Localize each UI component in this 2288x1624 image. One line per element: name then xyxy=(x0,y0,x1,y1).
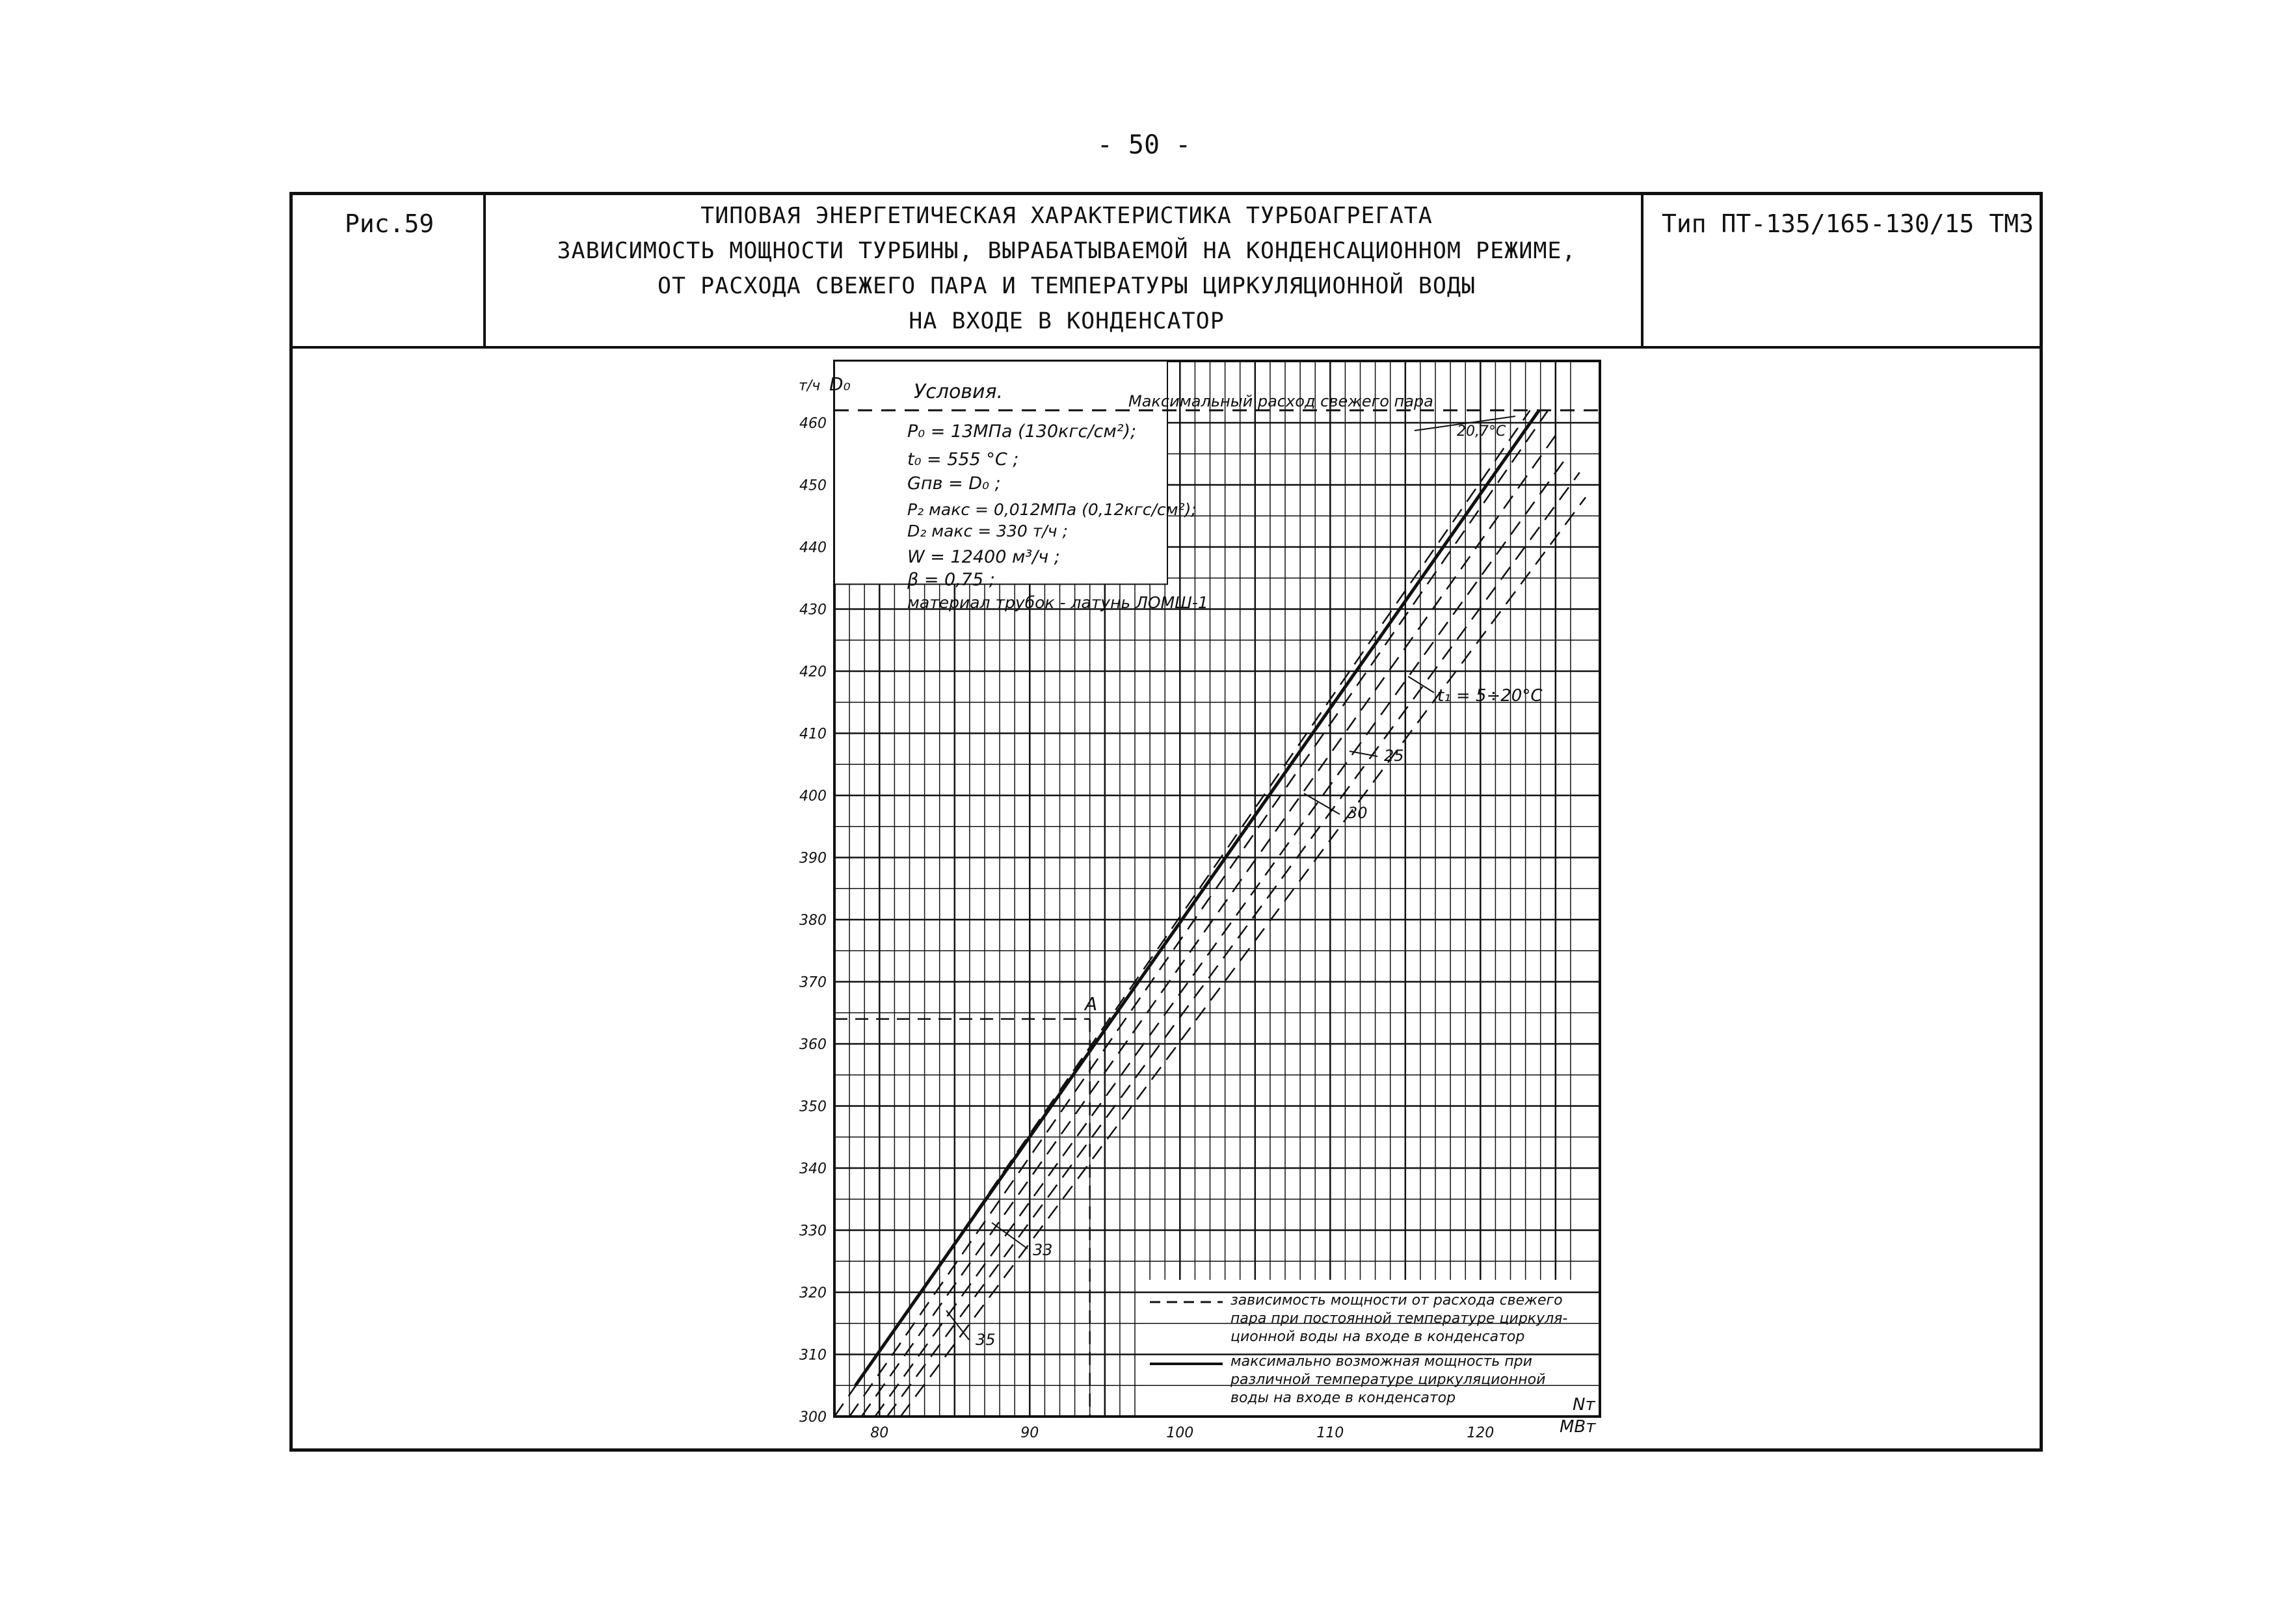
x-axis-label: Nт xyxy=(1573,1395,1595,1415)
legend-dashed-label xyxy=(1230,1292,1572,1345)
leader-line xyxy=(992,1223,1028,1249)
temp-33-label: 33 xyxy=(1033,1241,1053,1259)
t-max-label: 20,7°C xyxy=(1457,423,1506,440)
y-tick-label: 330 xyxy=(799,1223,827,1240)
y-axis-unit: т/ч xyxy=(799,378,821,394)
legend-dashed-line: зависимость мощности от расхода свежего xyxy=(1230,1292,1563,1309)
condition-line: P₂ макс = 0,012МПа (0,12кгс/см²); xyxy=(907,500,1197,519)
y-tick-label: 410 xyxy=(799,726,827,743)
type-label: Тип ПТ-135/165-130/15 ТМЗ xyxy=(1662,209,2034,238)
page-number: - 50 - xyxy=(1097,130,1191,160)
x-axis-unit: МВт xyxy=(1560,1417,1596,1437)
leader-line xyxy=(1408,676,1434,693)
conditions-heading: Условия. xyxy=(914,380,1004,403)
title-line: ОТ РАСХОДА СВЕЖЕГО ПАРА И ТЕМПЕРАТУРЫ ЦИРКУЛЯЦИОННОЙ ВОДЫ xyxy=(657,273,1476,299)
y-tick-label: 370 xyxy=(799,974,827,991)
x-tick-label: 100 xyxy=(1166,1425,1194,1441)
legend-solid-label xyxy=(1230,1353,1550,1406)
y-tick-label: 400 xyxy=(799,788,827,805)
max-flow-label: Максимальный расход свежего пара xyxy=(1128,392,1433,410)
condition-line: D₂ макс = 330 т/ч ; xyxy=(907,522,1068,540)
x-tick-label: 110 xyxy=(1316,1425,1344,1441)
chart-grid xyxy=(834,361,1600,1417)
y-tick-label: 460 xyxy=(799,416,827,432)
title-line: ТИПОВАЯ ЭНЕРГЕТИЧЕСКАЯ ХАРАКТЕРИСТИКА ТУРБОАГРЕГАТА xyxy=(700,203,1433,229)
title-line: НА ВХОДЕ В КОНДЕНСАТОР xyxy=(909,308,1225,334)
title-line: ЗАВИСИМОСТЬ МОЩНОСТИ ТУРБИНЫ, ВЫРАБАТЫВАЕМОЙ НА КОНДЕНСАЦИОННОМ РЕЖИМЕ, xyxy=(557,238,1576,264)
y-tick-label: 430 xyxy=(799,602,827,619)
legend-solid-line: максимально возможная мощность при xyxy=(1230,1353,1532,1370)
y-tick-label: 320 xyxy=(799,1285,827,1301)
y-tick-label: 360 xyxy=(799,1037,827,1053)
temp-25-label: 25 xyxy=(1384,747,1404,765)
t-range-label: t₁ = 5÷20°C xyxy=(1437,686,1543,706)
temp-30-label: 30 xyxy=(1348,804,1368,822)
x-tick-label: 90 xyxy=(1020,1425,1039,1441)
leader-line xyxy=(946,1311,969,1340)
series-line-33 xyxy=(887,472,1580,1417)
point-a-label: А xyxy=(1085,993,1098,1015)
y-axis-label: D₀ xyxy=(829,373,851,395)
figure-label: Рис.59 xyxy=(345,209,434,238)
y-tick-label: 380 xyxy=(799,912,827,929)
condition-line: W = 12400 м³/ч ; xyxy=(907,547,1060,567)
y-tick-label: 350 xyxy=(799,1098,827,1115)
legend-dashed-line: ционной воды на входе в конденсатор xyxy=(1230,1329,1525,1345)
y-tick-label: 310 xyxy=(799,1347,827,1364)
leader-line xyxy=(1304,793,1340,814)
condition-line: Gпв = D₀ ; xyxy=(907,473,1001,494)
legend xyxy=(1150,1292,1572,1406)
legend-solid-line: различной температуре циркуляционной xyxy=(1230,1372,1546,1388)
condition-line: материал трубок - латунь ЛОМШ-1 xyxy=(907,593,1208,612)
y-tick-label: 420 xyxy=(799,664,827,680)
condition-line: t₀ = 555 °C ; xyxy=(907,449,1019,470)
temp-35-label: 35 xyxy=(976,1331,996,1349)
x-tick-label: 80 xyxy=(870,1425,889,1441)
y-tick-label: 300 xyxy=(799,1409,827,1426)
y-tick-label: 450 xyxy=(799,477,827,494)
condition-line: β = 0,75 ; xyxy=(907,570,995,590)
legend-solid-line: воды на входе в конденсатор xyxy=(1230,1390,1456,1406)
y-tick-label: 340 xyxy=(799,1161,827,1177)
series-line-35 xyxy=(901,498,1586,1417)
x-tick-label: 120 xyxy=(1467,1425,1495,1441)
y-tick-label: 390 xyxy=(799,850,827,867)
legend-dashed-line: пара при постоянной температуре циркуля- xyxy=(1230,1311,1568,1327)
condition-line: P₀ = 13МПа (130кгс/см²); xyxy=(907,421,1137,442)
y-tick-label: 440 xyxy=(799,540,827,556)
